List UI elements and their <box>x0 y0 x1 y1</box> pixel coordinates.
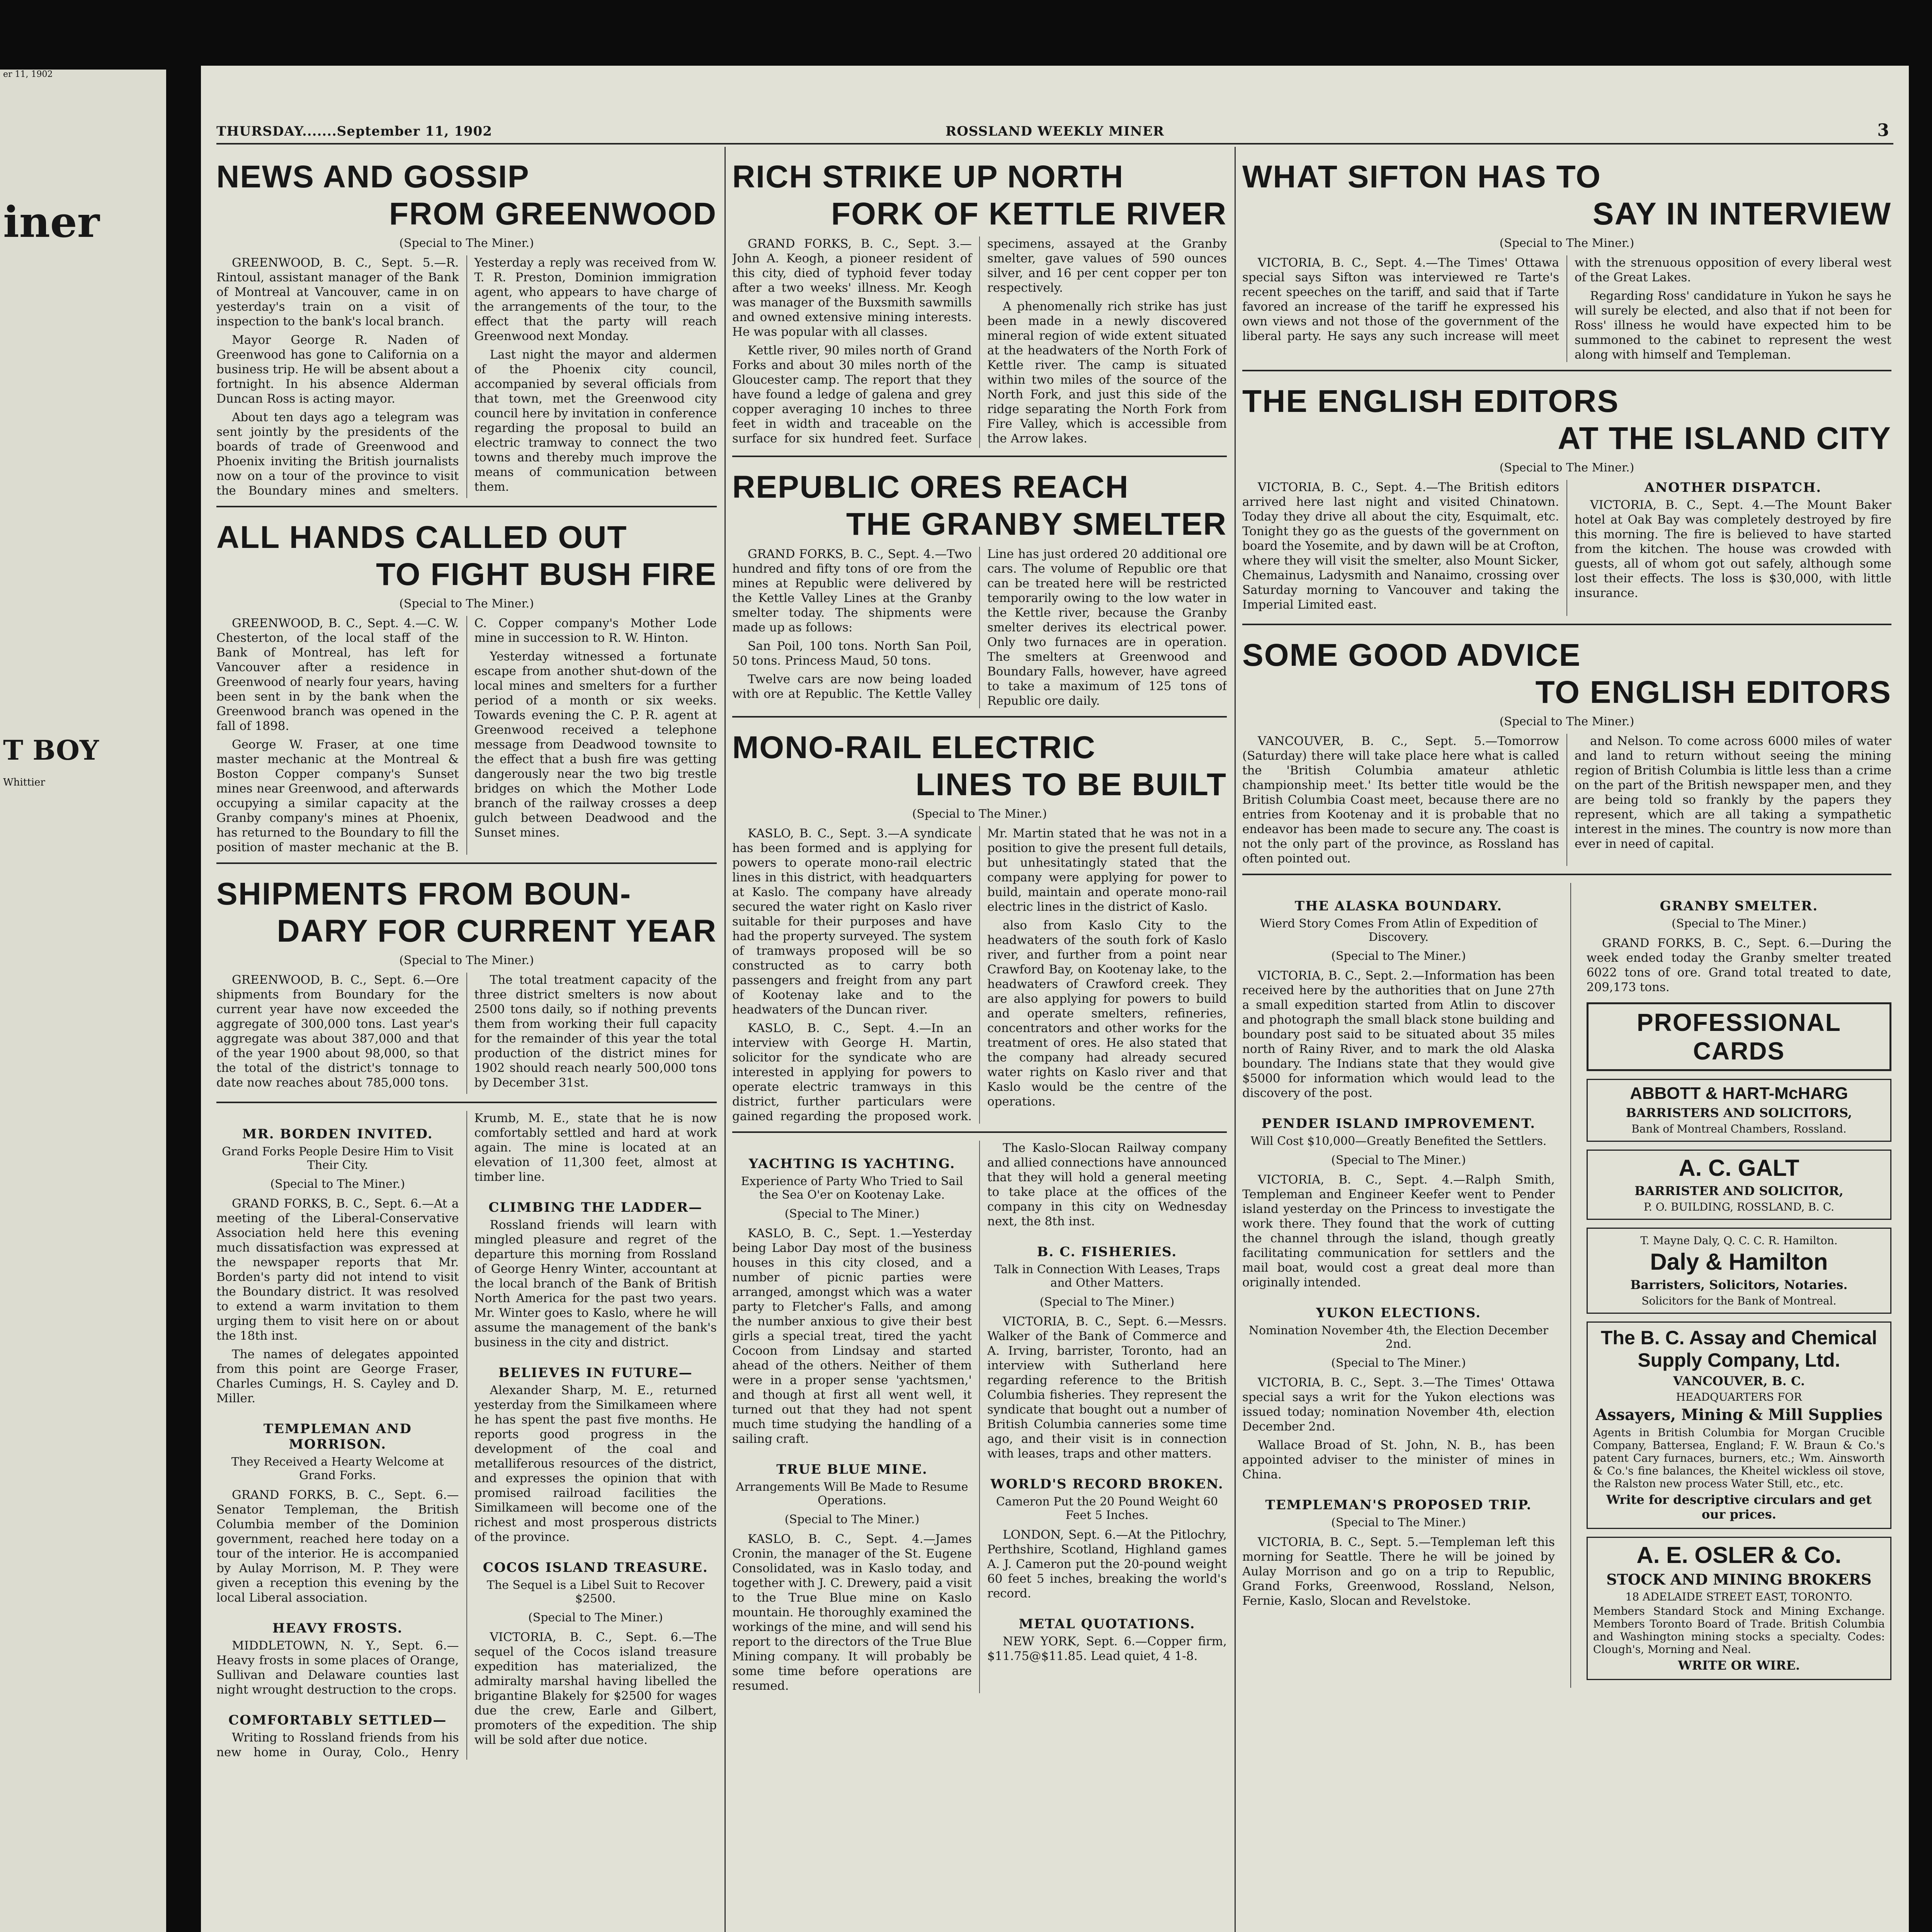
item-headline: MR. BORDEN INVITED. <box>242 1126 433 1142</box>
dateline-note: (Special to The Miner.) <box>399 236 534 250</box>
article-sifton-interview <box>1242 158 1891 362</box>
article-body: GREENWOOD, B. C., Sept. 5.—R. Rintoul, assistant manager of the Bank of Montreal at Vancouver, came in on yesterday's train on a visit of inspection to the bank's local branch. Mayor George R. Naden of Greenwood has gone to California on a business trip. He will be absent about a fortnight. In his absence Alderman Duncan Ross is acting mayor. About ten days ago a telegram was sent jointly by the presidents of the boards of trade of Greenwood and Phoenix inviting the British journalists now on a tour of the province to visit the Boundary mines and smelters. Yesterday a reply was received from W. T. R. Preston, Dominion immigration agent, who appears to have charge of the arrangements of the tour, to the effect that the party will reach Greenwood next Monday. Last night the mayor and aldermen of the Phoenix city council, accompanied by several officials from that town, met the Greenwood city council here by invitation in conference regarding the proposal to build an electric tramway to connect the two towns and thereby much improve the means of communication between them. <box>216 256 717 498</box>
short-items: THE ALASKA BOUNDARY. Wierd Story Comes From Atlin of Expedition of Discovery. (Special to The Miner.) VICTORIA, B. C., Sept. 2.—Information has been received here by the authorities that on June 27th a small expedition started from Atlin to discover and photograph the small black stone building and boundary post said to be situated about 35 miles north of Rainy River, and to mark the old Alaska boundary. The Indians state that they would give $5000 for information which would lead to the discovery of the post. PENDER ISLAND IMPROVEMENT. Will Cost $10,000—Greatly Benefited the Settlers. (Special to The Miner.) VICTORIA, B. C., Sept. 4.—Ralph Smith, Templeman and Engineer Keefer went to Pender island yesterday on the Princess to investigate the work there. They found that the work of cutting the channel through the island, though greatly facilitating communication for settlers and the mail boat, would cost a great deal more than originally intended. YUKON ELECTIONS. Nomination November 4th, the Election December 2nd. (Special to The Miner.) VICTORIA, B. C., Sept. 3.—The Times' Ottawa special says a writ for the Yukon elections was issued today; nomination November 4th, election December 2nd. Wallace Broad of St. John, N. B., has been appointed adviser to the minister of mines in China. TEMPLEMAN'S PROPOSED TRIP. (Special to The Miner.) VICTORIA, B. C., Sept. 5.—Templeman left this morning for Seattle. There he will be joined by Aulay Morrison and go on a trip to Republic, Grand Forks, Greenwood, Rossland, Nelson, Fernie, Kaslo, Slocan and Revelstoke. <box>1242 898 1555 1608</box>
item-headline: TRUE BLUE MINE. <box>776 1462 928 1477</box>
dateline-note: (Special to The Miner.) <box>1499 236 1634 250</box>
adjacent-page-title: iner <box>3 197 100 247</box>
headline: REPUBLIC ORES REACH THE GRANBY SMELTER <box>732 469 1227 542</box>
item-headline: TEMPLEMAN'S PROPOSED TRIP. <box>1265 1497 1532 1513</box>
professional-cards-header: PROFESSIONAL CARDS <box>1587 1002 1891 1071</box>
short-items: MR. BORDEN INVITED. Grand Forks People Desire Him to Visit Their City. (Special to The Miner.) GRAND FORKS, B. C., Sept. 6.—At a meeting of the Liberal-Conservative Association held here this evening much dissatisfaction was expressed at the newspaper reports that Mr. Borden's party did not intend to visit the Boundary district. It was resolved to extend a warm invitation to them urging them to visit here on or about the 18th inst. The names of delegates appointed from this point are George Fraser, Charles Cumings, H. S. Cayley and D. Miller. TEMPLEMAN AND MORRISON. They Received a Hearty Welcome at Grand Forks. GRAND FORKS, B. C., Sept. 6.—Senator Templeman, the British Columbia member of the Dominion government, reached here today on a tour of the interior. He is accompanied by Aulay Morrison, M. P. They were given a reception this evening by the local Liberal association. HEAVY FROSTS. MIDDLETOWN, N. Y., Sept. 6.—Heavy frosts in some places of Orange, Sullivan and Delaware counties last night wrought destruction to the crops. COMFORTABLY SETTLED— Writing to Rossland friends from his new home in Ouray, Colo., Henry Krumb, M. E., state that he is now comfortably settled and hard at work again. The mine is located at an elevation of 11,300 feet, almost at timber line. CLIMBING THE LADDER— Rossland friends will learn with mingled pleasure and regret of the departure this morning from Rossland of George Henry Winter, accountant at the local branch of the Bank of British North America for the past two years. Mr. Winter goes to Kaslo, where he will assume the management of the bank's business in the city and district. BELIEVES IN FUTURE— Alexander Sharp, M. E., returned yesterday from the Similkameen where he has spent the past five months. He reports good progress in the development of the coal and metalliferous resources of the district, and expresses the opinion that with promised railroad facilities the Similkameen will become one of the richest and most prosperous districts of the province. COCOS ISLAND TREASURE. The Sequel is a Libel Suit to Recover $2500. (Special to The Miner.) VICTORIA, B. C., Sept. 6.—The sequel of the Cocos island treasure expedition has materialized, the admiralty marshal having libelled the brigantine Blakely for $2500 for wages due the crew, Earle and Gilbert, promoters of the expedition. The ship will be sold after due notice. <box>216 1111 717 1759</box>
headline: NEWS AND GOSSIP FROM GREENWOOD <box>216 159 717 231</box>
newspaper-page <box>201 66 1909 1932</box>
article-body: GRAND FORKS, B. C., Sept. 4.—Two hundred and fifty tons of ore from the mines at Republic were delivered by the Kettle Valley Lines at the Granby smelter today. The shipments were made up as follows: San Poil, 100 tons. North San Poil, 50 tons. Princess Maud, 50 tons. Twelve cars are now being loaded with ore at Republic. The Kettle Valley Line has just ordered 20 additional ore cars. The volume of Republic ore that can be treated here will be restricted temporarily owing to the low water in the Kettle river, because the Granby smelter derives its electrical power. Only two furnaces are in operation. The smelters at Greenwood and Boundary Falls, however, have agreed to take a maximum of 125 tons of Republic ore daily. <box>732 547 1227 708</box>
item-headline: HEAVY FROSTS. <box>272 1621 403 1636</box>
headline: RICH STRIKE UP NORTH FORK OF KETTLE RIVER <box>732 159 1227 231</box>
masthead <box>216 120 1893 145</box>
article-english-editors <box>1242 383 1891 616</box>
article-kettle-river-strike <box>732 158 1227 448</box>
advertisements: GRANBY SMELTER. (Special to The Miner.) GRAND FORKS, B. C., Sept. 6.—During the week ended today the Granby smelter treated 6022 tons of ore. Grand total treated to date, 209,173 tons. PROFESSIONAL CARDS ABBOTT & HART-McHARG BARRISTERS AND SOLICITORS, Bank of Montreal Chambers, Rossland. A. C. GALT BARRISTER AND SOLICITOR, P. O. BUILDING, ROSSLAND, B. C. T. Mayne Daly, Q. C. C. R. Hamilton. Daly & Hamilton Barristers, Solicitors, Notaries. Solicitors for the Bank of Montreal. The B. C. Assay and Chemical Supply Company, Ltd. VANCOUVER, B. C. HEADQUARTERS FOR Assayers, Mining & Mill Supplies Agents in British Columbia for Morgan Crucible Company, Battersea, England; F. W. Braun & Co.'s patent Cary furnaces, burners, etc.; Wm. Ainsworth & Co.'s fine balances, the Kheitel wickless oil stove, the Ralston new process Water Still, etc., etc. Write for descriptive circulars and get our prices. A. E. OSLER & Co. STOCK AND MINING BROKERS 18 ADELAIDE STREET EAST, TORONTO. Members Standard Stock and Mining Exchange. Members Toronto Board of Trade. British Columbia and Washington mining stocks a specialty. Codes: Clough's, Morning and Neal. WRITE OR WIRE. <box>1587 883 1891 1688</box>
item-headline: BELIEVES IN FUTURE— <box>498 1365 693 1381</box>
ad-galt: A. C. GALT BARRISTER AND SOLICITOR, P. O. BUILDING, ROSSLAND, B. C. <box>1587 1150 1891 1220</box>
article-body: VANCOUVER, B. C., Sept. 5.—Tomorrow (Saturday) there will take place here what is called the 'British Columbia amateur athletic championship meet.' Its better title would be the British Columbia Coast meet, because there are no entries from Kootenay and it is probable that no endeavor has been made to secure any. The coast is not the only part of the province, as Rossland has often pointed out. and Nelson. To come across 6000 miles of water and land to return without seeing the mining region of British Columbia is little less than a crime on the part of the British newspaper men, and they are being told so frankly by the papers they represent, which are all taking a sympathetic interest in the mines. The country is now more than ever in need of capital. <box>1242 734 1891 866</box>
adjacent-page-byline: Whittier <box>3 777 45 788</box>
column-rule <box>1235 147 1236 1932</box>
dateline-note: (Special to The Miner.) <box>1499 715 1634 728</box>
headline: SOME GOOD ADVICE TO ENGLISH EDITORS <box>1242 638 1891 710</box>
ad-daly-hamilton: T. Mayne Daly, Q. C. C. R. Hamilton. Daly & Hamilton Barristers, Solicitors, Notaries. Solicitors for the Bank of Montreal. <box>1587 1228 1891 1314</box>
item-headline: METAL QUOTATIONS. <box>1019 1616 1196 1632</box>
column-1 <box>216 147 717 1932</box>
short-items: YACHTING IS YACHTING. Experience of Party Who Tried to Sail the Sea O'er on Kootenay Lake. (Special to The Miner.) KASLO, B. C., Sept. 1.—Yesterday being Labor Day most of the business houses in this city closed, and a number of picnic parties were arranged, amongst which was a water party to Fletcher's Falls, and among the number anxious to give their best girls a special treat, tired the yacht Cocoon from Lindsay and started ahead of the others. Neither of them were in a proper sense 'yachtsmen,' and though at first all went well, it turned out that they had not spent much time studying the handling of a sailing craft. TRUE BLUE MINE. Arrangements Will Be Made to Resume Operations. (Special to The Miner.) KASLO, B. C., Sept. 4.—James Cronin, the manager of the St. Eugene Consolidated, was in Kaslo today, and together with J. C. Drewery, paid a visit to the True Blue mine on Kaslo mountain. He thoroughly examined the workings of the mine, and will send his report to the directors of the True Blue Mining company. It will probably be some time before operations are resumed. The Kaslo-Slocan Railway company and allied connections have announced that they will hold a general meeting to take place at the offices of the company in this city on Wednesday next, the 8th inst. B. C. FISHERIES. Talk in Connection With Leases, Traps and Other Matters. (Special to The Miner.) VICTORIA, B. C., Sept. 6.—Messrs. Walker of the Bank of Commerce and A. Irving, barrister, Toronto, had an interview with Sutherland here regarding reference to the British Columbia fisheries. They represent the syndicate that bought out a number of British Columbia canneries some time ago, and their visit is in connection with leases, traps and other matters. WORLD'S RECORD BROKEN. Cameron Put the 20 Pound Weight 60 Feet 5 Inches. LONDON, Sept. 6.—At the Pitlochry, Perthshire, Scotland, Highland games A. J. Cameron put the 20-pound weight 60 feet 5 inches, breaking the world's record. METAL QUOTATIONS. NEW YORK, Sept. 6.—Copper firm, $11.75@$11.85. Lead quiet, 4 1-8. <box>732 1141 1227 1693</box>
headline: SHIPMENTS FROM BOUN- DARY FOR CURRENT YEAR <box>216 876 717 949</box>
item-headline: B. C. FISHERIES. <box>1037 1244 1177 1260</box>
article-body: KASLO, B. C., Sept. 3.—A syndicate has been formed and is applying for powers to operate mono-rail electric lines in this district, with headquarters at Kaslo. The company have already secured the water right on Kaslo river suitable for their purposes and have had the property surveyed. The system of tramways proposed will be so constructed as to carry both passengers and freight from any part of Kootenay lake and to the headwaters of the Duncan river. KASLO, B. C., Sept. 4.—In an interview with George H. Martin, solicitor for the syndicate who are interested in applying for powers to operate electric tramways in this district, further particulars were gained regarding the proposed work. Mr. Martin stated that he was not in a position to give the present full details, but unhesitatingly stated that the company were applying for power to build, maintain and operate mono-rail electric lines in the district of Kaslo. also from Kaslo City to the headwaters of the south fork of Kaslo river, and further from a point near Crawford Bay, on Kootenay lake, to the headwaters of Crawford creek. They are also applying for powers to build and operate smelters, refineries, concentrators and other works for the treatment of ores. He also stated that the company had already secured water rights on Kaslo river and that Kaslo would be the centre of the operations. <box>732 827 1227 1123</box>
ad-abbott-hart-mcharg: ABBOTT & HART-McHARG BARRISTERS AND SOLICITORS, Bank of Montreal Chambers, Rossland. <box>1587 1079 1891 1142</box>
ad-bc-assay: The B. C. Assay and Chemical Supply Company, Ltd. VANCOUVER, B. C. HEADQUARTERS FOR Assayers, Mining & Mill Supplies Agents in British Columbia for Morgan Crucible Company, Battersea, England; F. W. Braun & Co.'s patent Cary furnaces, burners, etc.; Wm. Ainsworth & Co.'s fine balances, the Kheitel wickless oil stove, the Ralston new process Water Still, etc., etc. Write for descriptive circulars and get our prices. <box>1587 1321 1891 1529</box>
adjacent-page-edge <box>0 70 166 1932</box>
dateline-note: (Special to The Miner.) <box>399 597 534 611</box>
headline: THE ENGLISH EDITORS AT THE ISLAND CITY <box>1242 384 1891 456</box>
item-headline: TEMPLEMAN AND MORRISON. <box>263 1421 412 1452</box>
item-headline: YACHTING IS YACHTING. <box>748 1156 956 1172</box>
dateline-note: (Special to The Miner.) <box>912 807 1047 821</box>
adjacent-page-date: er 11, 1902 <box>3 70 53 79</box>
adjacent-page-heading: T BOY <box>3 734 99 766</box>
item-headline: COMFORTABLY SETTLED— <box>228 1713 447 1728</box>
article-greenwood-gossip <box>216 158 717 498</box>
item-headline: YUKON ELECTIONS. <box>1316 1305 1481 1321</box>
headline: ALL HANDS CALLED OUT TO FIGHT BUSH FIRE <box>216 520 717 592</box>
column-rule <box>724 147 726 1932</box>
headline: WHAT SIFTON HAS TO SAY IN INTERVIEW <box>1242 159 1891 231</box>
article-mono-rail <box>732 729 1227 1124</box>
article-boundary-shipments <box>216 876 717 1094</box>
column-2 <box>732 147 1227 1932</box>
column-3 <box>1242 147 1891 1932</box>
ad-osler: A. E. OSLER & Co. STOCK AND MINING BROKERS 18 ADELAIDE STREET EAST, TORONTO. Members Standard Stock and Mining Exchange. Members Toronto Board of Trade. British Columbia and Washington mining stocks a specialty. Codes: Clough's, Morning and Neal. WRITE OR WIRE. <box>1587 1537 1891 1680</box>
item-headline: PENDER ISLAND IMPROVEMENT. <box>1261 1116 1536 1131</box>
article-republic-ores <box>732 469 1227 708</box>
article-body: VICTORIA, B. C., Sept. 4.—The Times' Ottawa special says Sifton was interviewed re Tarte's recent speeches on the tariff, and said that if Tarte favored an increase of the tariff he expressed his own views and not those of the government of the liberal party. He says any such increase will meet with the strenuous opposition of every liberal west of the Great Lakes. Regarding Ross' candidature in Yukon he says he will surely be elected, and also that if not been for Ross' illness he would have expected him to be summoned to the cabinet to represent the west along with himself and Templeman. <box>1242 256 1891 362</box>
dateline-note: (Special to The Miner.) <box>399 954 534 967</box>
paper-name: ROSSLAND WEEKLY MINER <box>945 124 1165 139</box>
item-headline: WORLD'S RECORD BROKEN. <box>990 1476 1224 1492</box>
item-headline: CLIMBING THE LADDER— <box>488 1200 703 1215</box>
article-body: VICTORIA, B. C., Sept. 4.—The British editors arrived here last night and visited Chinatown. Today they drive all about the city, Esquimalt, etc. Tonight they go as the guests of the government on board the Yosemite, and by dawn will be at Crofton, where they will visit the smelter, also Mount Sicker, Chemainus, Ladysmith and Nanaimo, crossing over Saturday morning to Vancouver and taking the Imperial Limited east. ANOTHER DISPATCH. VICTORIA, B. C., Sept. 4.—The Mount Baker hotel at Oak Bay was completely destroyed by fire this morning. The fire is believed to have started from the kitchen. The house was crowded with guests, all of whom got out safely, although some lost their effects. The loss is $30,000, with little insurance. <box>1242 480 1891 612</box>
page-number: 3 <box>1877 121 1889 140</box>
item-headline: COCOS ISLAND TREASURE. <box>483 1560 708 1575</box>
headline: MONO-RAIL ELECTRIC LINES TO BE BUILT <box>732 730 1227 802</box>
article-good-advice <box>1242 637 1891 866</box>
issue-date: THURSDAY.......September 11, 1902 <box>216 124 492 139</box>
article-body: GREENWOOD, B. C., Sept. 6.—Ore shipments from Boundary for the current year have now exceeded the aggregate of 300,000 tons. Last year's aggregate was about 387,000 and that of the year 1900 about 98,000, so that the total of the district's tonnage to date now reaches about 785,000 tons. The total treatment capacity of the three district smelters is now about 2500 tons daily, so if nothing prevents them from working their full capacity for the remainder of this year the total production of the district mines for 1902 should reach nearly 500,000 tons by December 31st. <box>216 973 717 1090</box>
article-body: GREENWOOD, B. C., Sept. 4.—C. W. Chesterton, of the local staff of the Bank of Montreal, has left for Vancouver after a residence in Greenwood of nearly four years, having been sent in by the bank when the Greenwood branch was opened in the fall of 1898. George W. Fraser, at one time master mechanic at the Montreal & Boston Copper company's Sunset mines near Greenwood, and afterwards occupying a similar capacity at the Granby company's mines at Phoenix, has returned to the Boundary to fill the position of master mechanic at the B. C. Copper company's Mother Lode mine in succession to R. W. Hinton. Yesterday witnessed a fortunate escape from another shut-down of the local mines and smelters for a further period of a month or six weeks. Towards evening the C. P. R. agent at Greenwood received a telephone message from Deadwood townsite to the effect that a bush fire was getting dangerously near the two big trestle bridges on which the Mother Lode branch of the railway crosses a deep gulch between Deadwood and the Sunset mines. <box>216 616 717 854</box>
article-bush-fire <box>216 519 717 855</box>
article-body: GRAND FORKS, B. C., Sept. 3.—John A. Keogh, a pioneer resident of this city, died of typhoid fever today after a two weeks' illness. Mr. Keogh was manager of the Buxsmith sawmills and owned extensive mining interests. He was popular with all classes. Kettle river, 90 miles north of Grand Forks and about 30 miles north of the Gloucester camp. The report that they have found a ledge of galena and grey copper averaging 10 inches to three feet in width and traceable on the surface for six hundred feet. Surface specimens, assayed at the Granby smelter, gave values of 590 ounces silver, and 16 per cent copper per ton respectively. A phenomenally rich strike has just been made in a newly discovered mineral region of wide extent situated at the headwaters of the North Fork of Kettle river. The camp is situated within two miles of the source of the North Fork, and just this side of the ridge separating the North Fork from Fire Valley, which is accessible from the Arrow lakes. <box>732 237 1227 446</box>
lower-section <box>1242 883 1891 1688</box>
dateline-note: (Special to The Miner.) <box>1499 461 1634 474</box>
item-headline: GRANBY SMELTER. <box>1660 898 1818 914</box>
item-headline: THE ALASKA BOUNDARY. <box>1294 898 1503 914</box>
